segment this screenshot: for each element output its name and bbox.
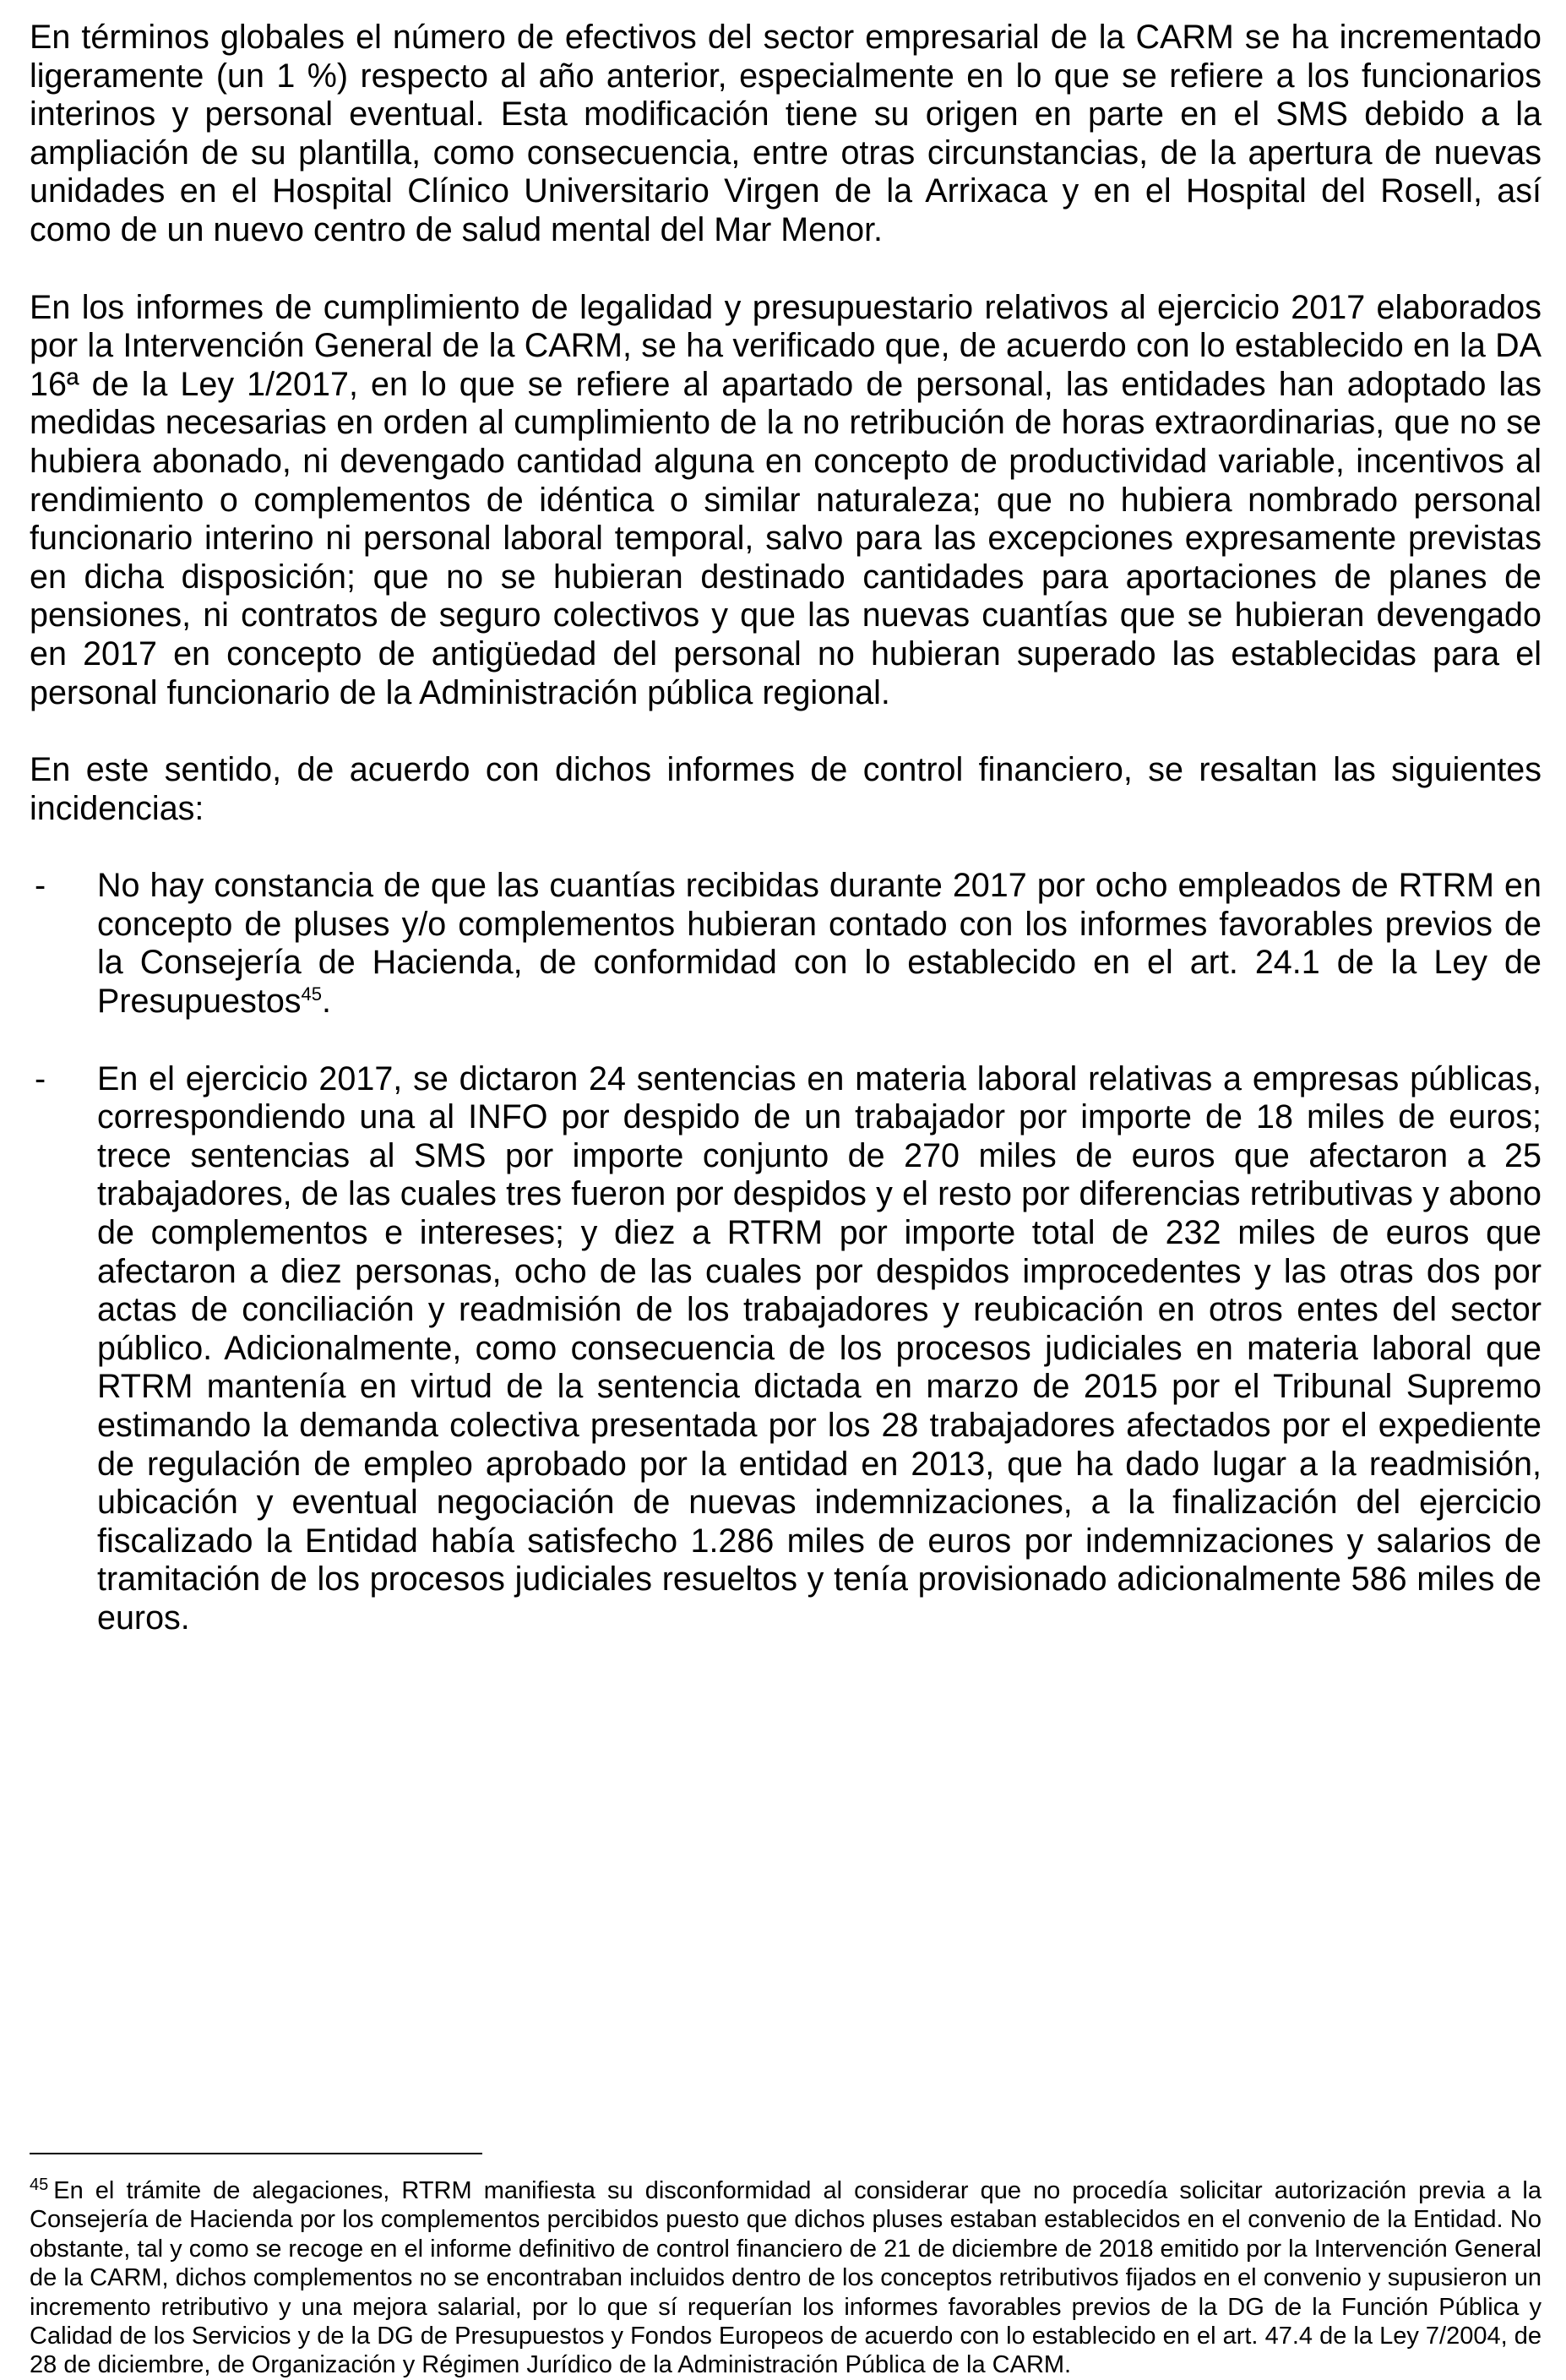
list-item-text xyxy=(97,867,1542,1021)
list-item-pluses-text: No hay constancia de que las cuantías recibidas durante 2017 por ocho empleados de RTRM en concepto de pluses y/o complementos hubieran contado con los informes favorables previos de la Consejería de Hacienda, de conformidad con lo establecido en el art. 24.1 de la Ley de Presupuestos xyxy=(97,867,1542,1021)
paragraph-incidencias-intro: En este sentido, de acuerdo con dichos informes de control financiero, se resaltan las siguientes incidencias: xyxy=(30,751,1542,827)
footnote-45 xyxy=(30,2176,1542,2380)
list-item-sentencias xyxy=(30,1060,1542,1638)
body-text xyxy=(30,19,1542,1677)
list-bullet: - xyxy=(35,867,46,905)
footnote-text: En el trámite de alegaciones, RTRM manifiesta su disconformidad al considerar que no procedía solicitar autorización previa a la Consejería de Hacienda por los complementos percibidos puesto que dichos pluses estaban establecidos en el convenio de la Entidad. No obstante, tal y como se recoge en el informe definitivo de control financiero de 21 de diciembre de 2018 emitido por la Intervención General de la CARM, dichos complementos no se encontraban incluidos dentro de los conceptos retributivos fijados en el convenio y supusieron un incremento retributivo y una mejora salarial, por lo que sí requerían los informes favorables previos de la DG de la Función Pública y Calidad de los Servicios y de la DG de Presupuestos y Fondos Europeos de acuerdo con lo establecido en el art. 47.4 de la Ley 7/2004, de 28 de diciembre, de Organización y Régimen Jurídico de la Administración Pública de la CARM. xyxy=(30,2177,1542,2379)
footnote-ref-45[interactable]: 45 xyxy=(301,983,323,1005)
list-item-sentencias-text: En el ejercicio 2017, se dictaron 24 sentencias en materia laboral relativas a empresas públicas, correspondiendo una al INFO por despido de un trabajador por importe de 18 miles de euros; trece sentencias al SMS por importe conjunto de 270 miles de euros que afectaron a 25 trabajadores, de las cuales tres fueron por despidos y el resto por diferencias retributivas y abono de complementos e intereses; y diez a RTRM por importe total de 232 miles de euros que afectaron a diez personas, ocho de las cuales por despidos improcedentes y las otras dos por actas de conciliación y readmisión de los trabajadores y reubicación en otros entes del sector público. Adicionalmente, como consecuencia de los procesos judiciales en materia laboral que RTRM mantenía en virtud de la sentencia dictada en marzo de 2015 por el Tribunal Supremo estimando la demanda colectiva presentada por los 28 trabajadores afectados por el expediente de regulación de empleo aprobado por la entidad en 2013, que ha dado lugar a la readmisión, ubicación y eventual negociación de nuevas indemnizaciones, a la finalización del ejercicio fiscalizado la Entidad había satisfecho 1.286 miles de euros por indemnizaciones y salarios de tramitación de los procesos judiciales resueltos y tenía provisionado adicionalmente 586 miles de euros. xyxy=(97,1059,1542,1637)
list-item-pluses xyxy=(30,867,1542,1021)
paragraph-informes-legalidad: En los informes de cumplimiento de legalidad y presupuestario relativos al ejercicio 2017 elaborados por la Intervención General de la CARM, se ha verificado que, de acuerdo con lo establecido en la DA 16ª de la Ley 1/2017, en lo que se refiere al apartado de personal, las entidades han adoptado las medidas necesarias en orden al cumplimiento de la no retribución de horas extraordinarias, que no se hubiera abonado, ni devengado cantidad alguna en concepto de productividad variable, incentivos al rendimiento o complementos de idéntica o similar naturaleza; que no hubiera nombrado personal funcionario interino ni personal laboral temporal, salvo para las excepciones expresamente previstas en dicha disposición; que no se hubieran destinado cantidades para aportaciones de planes de pensiones, ni contratos de seguro colectivos y que las nuevas cuantías que se hubieran devengado en 2017 en concepto de antigüedad del personal no hubieran superado las establecidas para el personal funcionario de la Administración pública regional. xyxy=(30,288,1542,711)
footnote-number: 45 xyxy=(30,2176,49,2194)
paragraph-efectivos: En términos globales el número de efectivos del sector empresarial de la CARM se ha incrementado ligeramente (un 1 %) respecto al año anterior, especialmente en lo que se refiere a los funcionarios interinos y personal eventual. Esta modificación tiene su origen en parte en el SMS debido a la ampliación de su plantilla, como consecuencia, entre otras circunstancias, de la apertura de nuevas unidades en el Hospital Clínico Universitario Virgen de la Arrixaca y en el Hospital del Rosell, así como de un nuevo centro de salud mental del Mar Menor. xyxy=(30,19,1542,248)
list-bullet: - xyxy=(35,1059,46,1097)
list-item-pluses-suffix: . xyxy=(322,983,332,1021)
footnote-separator xyxy=(30,2153,482,2154)
